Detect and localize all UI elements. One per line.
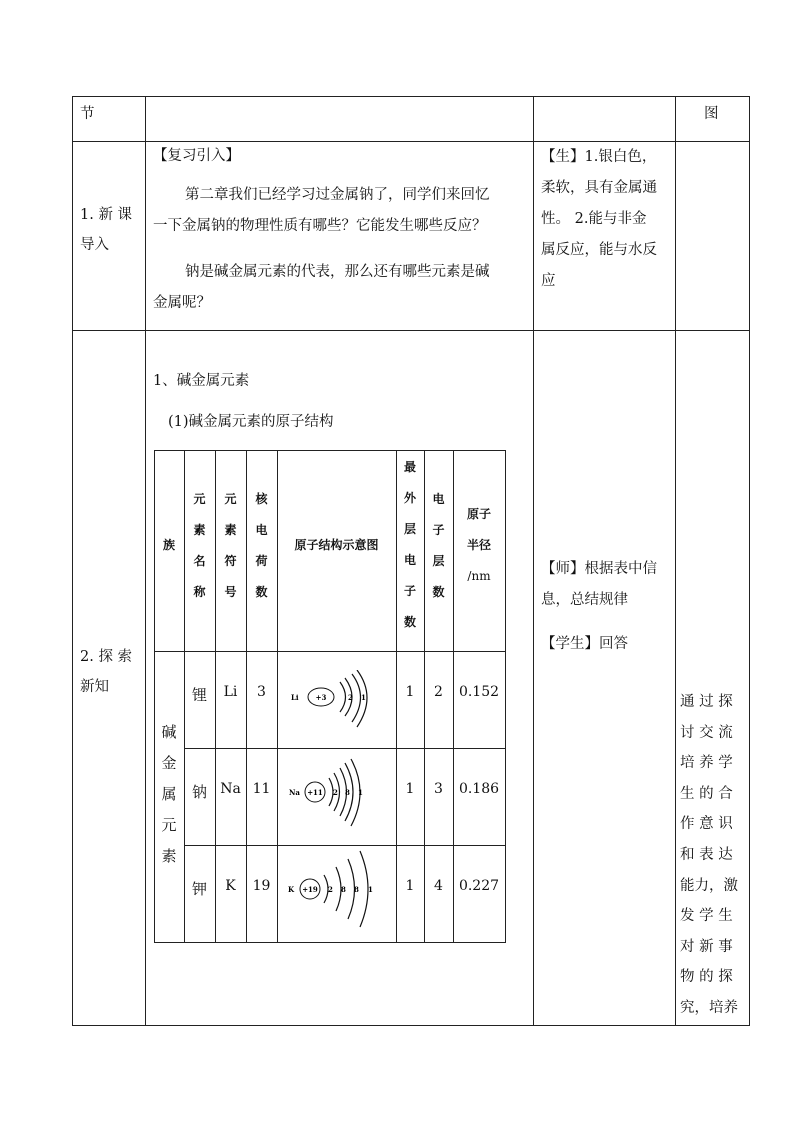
header-char: 荷	[255, 554, 268, 568]
etable-header-outer-electrons	[396, 452, 424, 638]
shell-count: 3	[434, 781, 443, 797]
diagram-nucleus: +3	[315, 693, 327, 702]
table-col-divider-2	[533, 96, 534, 1026]
purpose-line: 对 新 事	[680, 938, 733, 955]
purpose-line: 究，培养	[680, 999, 738, 1016]
student-line: 柔软，具有金属通	[541, 180, 657, 196]
header-char: 最	[403, 460, 416, 474]
etable-vdiv	[277, 450, 278, 943]
etable-header-symbol	[215, 484, 246, 608]
header-section-label: 节	[80, 106, 95, 122]
header-char: 名	[193, 554, 206, 568]
nuclear-charge: 3	[257, 684, 266, 700]
review-para1-line1: 第二章我们已经学习过金属钠了，同学们来回忆	[185, 187, 490, 203]
etable-header-shells	[424, 484, 453, 608]
header-figure-label: 图	[704, 106, 719, 122]
diagram-shell-e: 1	[368, 885, 373, 894]
header-char: 子	[403, 584, 416, 598]
diagram-symbol: Li	[291, 693, 299, 702]
group-char: 元	[161, 816, 177, 834]
diagram-shell-e: 2	[328, 885, 333, 894]
atomic-structure-diagram-na	[285, 758, 395, 828]
section2-label-line: 新知	[80, 679, 109, 695]
element-symbol: K	[225, 878, 236, 894]
purpose-line: 培 养 学	[680, 755, 733, 772]
header-char: 电	[432, 492, 445, 506]
review-para2-line1: 钠是碱金属元素的代表，那么还有哪些元素是碱	[185, 264, 490, 280]
diagram-nucleus: +11	[307, 788, 323, 797]
student-response-1	[541, 142, 657, 297]
element-symbol: Na	[220, 781, 241, 797]
review-para1-line2: 一下金属钠的物理性质有哪些？它能发生哪些反应？	[153, 218, 487, 234]
diagram-nucleus: +19	[302, 885, 318, 894]
header-char: 层	[403, 522, 416, 536]
header-char: 数	[255, 585, 268, 599]
teacher-line: 息，总结规律	[541, 592, 628, 608]
student-line: 性。 2.能与非金	[541, 211, 647, 227]
purpose-line: 和 表 达	[680, 846, 733, 863]
header-char: 元	[193, 492, 206, 506]
section1-label-line: 1. 新 课	[80, 207, 133, 223]
purpose-line: 发 学 生	[680, 908, 733, 925]
table-divider-section1	[72, 330, 749, 331]
section1-label	[80, 200, 132, 260]
group-char: 属	[161, 785, 177, 803]
group-char: 金	[161, 754, 177, 772]
element-symbol: Li	[223, 684, 238, 700]
teaching-purpose	[680, 687, 738, 1024]
etable-header-group: 族	[162, 538, 175, 552]
purpose-line: 作 意 识	[680, 816, 733, 833]
etable-row2-bottom	[184, 845, 505, 846]
header-char: /nm	[467, 569, 491, 583]
diagram-shell-e: 1	[358, 788, 363, 797]
header-char: 子	[432, 523, 445, 537]
element-name: 钾	[191, 880, 207, 898]
atomic-radius: 0.152	[458, 684, 500, 700]
header-char: 元	[224, 492, 237, 506]
header-char: 电	[403, 553, 416, 567]
header-char: 数	[403, 615, 416, 629]
atomic-structure-subheading: (1)碱金属元素的原子结构	[168, 414, 334, 430]
student-line: 【生】1.银白色，	[541, 149, 657, 165]
diagram-symbol: Na	[289, 788, 300, 797]
section1-label-line: 导入	[80, 237, 109, 253]
purpose-line: 生 的 合	[680, 785, 733, 802]
review-intro-title: 【复习引入】	[153, 148, 240, 164]
group-char: 素	[161, 847, 177, 865]
nuclear-charge: 11	[252, 781, 271, 797]
header-char: 原子	[466, 507, 491, 521]
table-col-divider-1	[145, 96, 146, 1026]
header-char: 外	[403, 491, 416, 505]
header-char: 数	[432, 585, 445, 599]
atomic-radius: 0.227	[458, 878, 500, 894]
etable-header-radius	[453, 499, 505, 592]
table-border-right	[749, 96, 750, 1026]
etable-header-charge	[246, 484, 277, 608]
teacher-instruction	[541, 554, 657, 616]
diagram-shell-e: 1	[361, 693, 366, 702]
shell-count: 2	[434, 684, 443, 700]
header-char: 电	[255, 523, 268, 537]
header-char: 半径	[466, 538, 491, 552]
table-border-bottom	[72, 1025, 749, 1026]
diagram-shell-e: 2	[348, 693, 353, 702]
atomic-structure-diagram-k	[284, 849, 396, 929]
student-line: 应	[541, 273, 556, 289]
table-col-divider-3	[675, 96, 676, 1026]
purpose-line: 通 过 探	[680, 694, 733, 710]
purpose-line: 物 的 探	[680, 969, 733, 986]
header-char: 称	[193, 585, 206, 599]
header-char: 核	[255, 492, 268, 506]
header-char: 层	[432, 554, 445, 568]
review-para2-line2: 金属呢？	[153, 295, 211, 311]
outer-electrons: 1	[405, 878, 415, 894]
etable-header-diagram: 原子结构示意图	[294, 538, 379, 552]
etable-group-label	[154, 717, 184, 872]
atomic-radius: 0.186	[458, 781, 500, 797]
header-char: 号	[224, 585, 237, 599]
etable-header-name	[184, 484, 215, 608]
diagram-shell-e: 8	[354, 885, 359, 894]
student-answer: 【学生】回答	[541, 636, 628, 652]
header-char: 符	[224, 554, 237, 568]
section2-label	[80, 642, 132, 702]
etable-row1-bottom	[184, 748, 505, 749]
outer-electrons: 1	[405, 781, 415, 797]
teacher-line: 【师】根据表中信	[541, 561, 657, 577]
alkali-heading: 1、碱金属元素	[153, 373, 250, 389]
shell-count: 4	[434, 878, 443, 894]
header-char: 素	[224, 523, 237, 537]
diagram-shell-e: 8	[341, 885, 346, 894]
nuclear-charge: 19	[252, 878, 271, 894]
diagram-shell-e: 2	[333, 788, 338, 797]
diagram-shell-e: 8	[345, 788, 350, 797]
element-name: 锂	[191, 686, 207, 704]
group-char: 碱	[161, 723, 177, 741]
purpose-line: 讨 交 流	[680, 724, 733, 741]
diagram-symbol: K	[288, 885, 295, 894]
header-char: 素	[193, 523, 206, 537]
table-border-top	[72, 96, 749, 97]
element-name: 钠	[191, 783, 207, 801]
purpose-line: 能力，激	[680, 877, 738, 894]
section2-label-line: 2. 探 索	[80, 649, 133, 665]
etable-right	[505, 450, 506, 943]
atomic-structure-diagram-li	[285, 670, 395, 730]
student-line: 属反应，能与水反	[541, 242, 657, 258]
table-border-left	[72, 96, 73, 1026]
outer-electrons: 1	[405, 684, 415, 700]
